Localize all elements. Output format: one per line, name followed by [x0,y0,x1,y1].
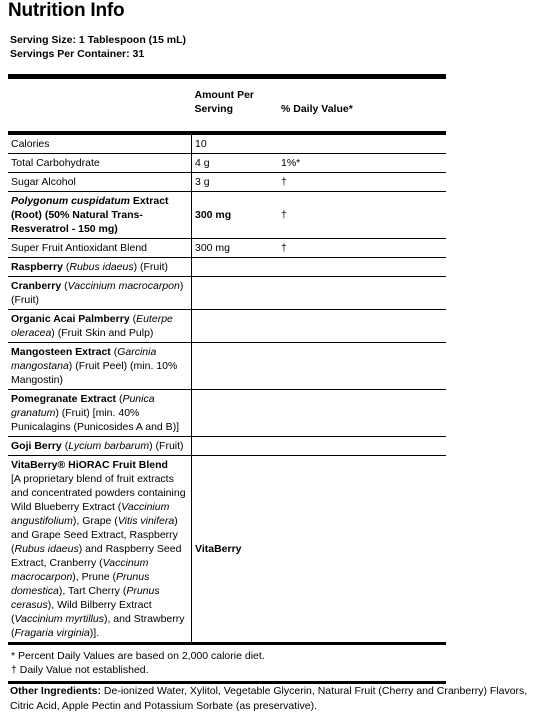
table-row [8,133,446,154]
table-row [8,239,446,258]
serving-info [10,33,186,61]
row-amount: 300 mg [192,192,279,239]
table-row [8,343,446,390]
other-ingredients-text: De-ionized Water, Xylitol, Vegetable Glycerin, Natural Fruit (Cherry and Cranberry) Flavors, Citric Acid, Apple Pectin and Potassium Sorbate (as preservative). [10,685,528,712]
table-row [8,390,446,437]
row-name: Total Carbohydrate [8,154,192,173]
servings-per-container: Servings Per Container: 31 [10,48,145,60]
table-row [8,258,446,277]
row-dv [278,133,446,154]
table-row [8,173,446,192]
other-ingredients-label: Other Ingredients: [10,685,102,697]
page-title: Nutrition Info [8,0,125,21]
footnote-dagger: † Daily Value not established. [11,664,149,676]
table-row [8,437,446,456]
table-row [8,456,446,644]
row-amount: 4 g [192,154,279,173]
table-row [8,192,446,239]
row-name: Super Fruit Antioxidant Blend [8,239,192,258]
row-name: Cranberry (Vaccinium macrocarpon) (Fruit) [8,277,192,310]
table-row [8,277,446,310]
row-amount: VitaBerry [192,456,279,644]
header-daily-value: % Daily Value* [281,102,353,115]
row-dv: 1%* [278,154,446,173]
row-name: Raspberry (Rubus idaeus) (Fruit) [8,258,192,277]
table-footnotes [8,644,446,683]
serving-size: Serving Size: 1 Tablespoon (15 mL) [10,34,187,46]
row-name: Sugar Alcohol [8,173,192,192]
other-ingredients [10,684,545,714]
table-row [8,154,446,173]
row-name: VitaBerry® HiORAC Fruit Blend [A proprietary blend of fruit extracts and concentrated powders containing Wild Blueberry Extract (Vaccinium angustifolium), Grape (Vitis vinifera) and Grape Seed Extract, Raspberry (Rubus idaeus) and Raspberry Seed Extract, Cranberry (Vaccinum macrocarpon), Prune (Prunus domestica), Tart Cherry (Prunus cerasus), Wild Bilberry Extract (Vaccinium myrtillus), and Strawberry (Fragaria virginia)]. [8,456,192,644]
table-row [8,310,446,343]
row-name: Calories [8,133,192,154]
row-amount: 10 [192,133,279,154]
row-name: Polygonum cuspidatum Extract (Root) (50% Natural Trans-Resveratrol - 150 mg) [8,192,192,239]
row-dv: † [278,239,446,258]
row-name: Goji Berry (Lycium barbarum) (Fruit) [8,437,192,456]
nutrition-table [8,79,446,684]
row-dv: † [278,192,446,239]
row-dv: † [278,173,446,192]
row-name: Organic Acai Palmberry (Euterpe oleracea) (Fruit Skin and Pulp) [8,310,192,343]
header-amount: Amount Per Serving [194,89,255,115]
row-amount: 3 g [192,173,279,192]
row-amount: 300 mg [192,239,279,258]
row-name: Pomegranate Extract (Punica granatum) (Fruit) [min. 40% Punicalagins (Punicosides A and B)] [8,390,192,437]
row-name: Mangosteen Extract (Garcinia mangostana) (Fruit Peel) (min. 10% Mangostin) [8,343,192,390]
table-header [8,79,446,133]
footnote-percent: * Percent Daily Values are based on 2,000 calorie diet. [11,650,265,662]
